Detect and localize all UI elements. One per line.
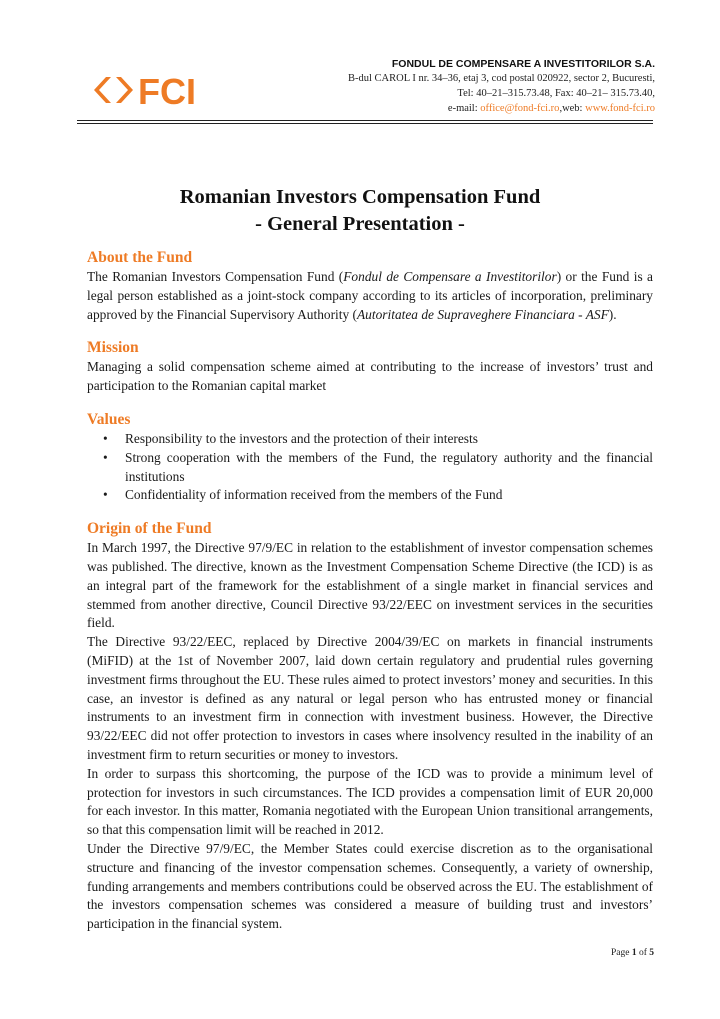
current-page: 1 — [631, 948, 637, 958]
phone-fax: Tel: 40–21–315.73.48, Fax: 40–21– 315.73.40, — [457, 88, 655, 99]
email-label: e-mail: — [447, 103, 481, 114]
web-link[interactable]: www.fond-fci.ro — [585, 103, 655, 114]
bullet-icon: • — [103, 430, 108, 446]
bullet-icon: • — [103, 449, 108, 465]
page-number: Page 1 of 5 — [610, 948, 654, 958]
values-list — [87, 430, 653, 505]
about-paragraph: The Romanian Investors Compensation Fund (Fondul de Compensare a Investitorilor) or the Fund is a legal person established as a joint-stock company according to its articles of incorporation, preliminary approved by the Financial Supervisory Authority (Autoritatea de Supraveghere Financiara - ASF). — [87, 269, 654, 322]
bullet-icon: • — [103, 487, 108, 503]
header-divider-thin — [77, 123, 653, 124]
organization-name: FONDUL DE COMPENSARE A INVESTITORILOR S.A. — [391, 58, 655, 70]
contact-line — [235, 101, 655, 116]
header-divider — [77, 120, 653, 121]
header-contact — [235, 57, 655, 116]
email-link[interactable]: office@fond-fci.ro — [480, 103, 560, 114]
mission-paragraph: Managing a solid compensation scheme aimed at contributing to the increase of investors’ trust and participation to the Romanian capital market — [87, 359, 653, 394]
fci-logo — [94, 72, 204, 108]
origin-paragraph-1: In March 1997, the Directive 97/9/EC in relation to the establishment of investor compensation schemes was published. The directive, known as the Investment Compensation Scheme Directive (the ICD) is as an integral part of the framework for the establishment of a single market in financial services and stemmed from another directive, Council Directive 93/22/EEC on investment services in the securities field. — [87, 540, 653, 631]
list-item: • Confidentiality of information received from the members of the Fund — [87, 486, 653, 505]
about-heading: About the Fund — [87, 249, 193, 266]
document-title — [0, 184, 720, 238]
origin-paragraph-4: Under the Directive 97/9/EC, the Member States could exercise discretion as to the organisational structure and financing of the investor compensation schemes. Consequently, a variety of ownership, funding arrangements and members contributions could be observed across the EU. The establishment of the investors compensation schemes was considered a measure of building trust and investors’ participation in the financial system. — [87, 840, 653, 932]
mission-heading: Mission — [87, 339, 139, 357]
list-item: • Responsibility to the investors and the protection of their interests — [87, 430, 653, 449]
origin-heading: Origin of the Fund — [87, 520, 212, 538]
logo-text: FCI — [138, 72, 196, 108]
origin-paragraph-3: In order to surpass this shortcoming, the purpose of the ICD was to provide a minimum level of protection for investors in such circumstances. The ICD provides a compensation limit of EUR 20,000 for each investor. In this matter, Romania negotiated with the European Union transitional arrangements, so that this compensation limit will be reached in 2012. — [87, 765, 653, 838]
list-item: • Strong cooperation with the members of the Fund, the regulatory authority and the financial institutions — [103, 449, 653, 484]
title-line-1: Romanian Investors Compensation Fund — [179, 186, 541, 208]
web-label: ,web: — [559, 103, 586, 114]
document-body — [87, 247, 653, 934]
origin-paragraph-2: The Directive 93/22/EEC, replaced by Directive 2004/39/EC on markets in financial instruments (MiFID) at the 1st of November 2007, laid down certain regulatory and prudential rules governing investment firms throughout the EU. These rules aimed to protect investors’ money and securities. In this case, an investor is defined as any natural or legal person who has entrusted money or financial instruments to an investment firm in connection with investment business. However, the Directive 93/22/EEC did not offer protection to investors in cases where insolvency resulted in the inability of an investment firm to return securities or money to investors. — [87, 634, 653, 762]
values-heading: Values — [87, 410, 131, 428]
total-pages: 5 — [649, 948, 654, 958]
title-line-2: - General Presentation - — [255, 213, 465, 235]
address: B-dul CAROL I nr. 34–36, etaj 3, cod postal 020922, sector 2, Bucuresti, — [348, 73, 655, 84]
